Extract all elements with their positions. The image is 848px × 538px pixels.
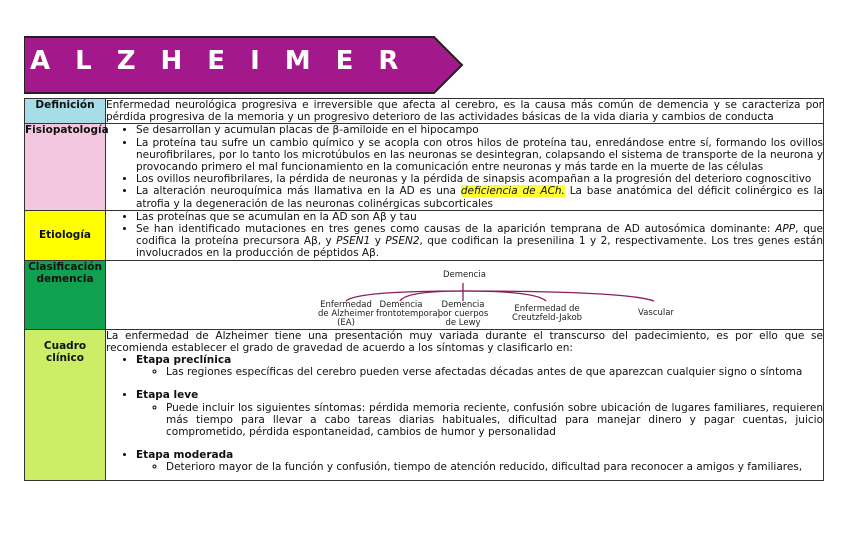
row-etiologia: [25, 210, 824, 260]
list-item: [136, 185, 823, 209]
stage-name: Etapa leve: [136, 389, 199, 402]
cuadro-intro: La enfermedad de Alzheimer tiene una presentación muy variada durante el transcurso del padecimiento, es por ello que se recomienda establecer el grado de gravedad de acuerdo a los síntomas y clasificarlo en:: [106, 329, 823, 354]
label-clasificacion: Clasificación demencia: [25, 260, 106, 329]
stages-list: [106, 354, 823, 474]
tree-node-vascular: Vascular: [638, 307, 674, 318]
stage-desc-list: [136, 366, 823, 378]
gene-name: APP: [775, 223, 796, 236]
dementia-tree-diagram: [106, 261, 823, 329]
label-cuadro: Cuadro clínico: [25, 329, 106, 480]
row-definicion: [25, 99, 824, 124]
etiologia-content: [106, 210, 824, 260]
row-cuadro: [25, 329, 824, 480]
tree-node-creutzfeld: Enfermedad de Creutzfeld-Jakob: [511, 303, 583, 323]
list-item: • Las proteínas que se acumulan en la AD son Aβ y tau: [136, 211, 823, 223]
list-item: • Los ovillos neurofibrilares, la pérdida de neuronas y la pérdida de sinapsis acompañan a la progresión del deterioro cognoscitivo: [136, 173, 823, 185]
item-text: y: [370, 235, 386, 248]
tree-node-frontotemporal: Demencia frontotemporal: [376, 299, 440, 319]
label-text: Etiología: [38, 229, 92, 242]
etiologia-list: [106, 211, 823, 260]
definicion-text: Enfermedad neurológica progresiva e irreversible que afecta al cerebro, es la causa más común de demencia y se caracteriza por pérdida progresiva de la memoria y un progresivo deterioro de las actividades básicas de la vida diaria y cambios de conducta: [106, 99, 823, 124]
gene-name: PSEN2: [385, 235, 420, 248]
item-text: Se han identificado mutaciones en tres genes como causas de la aparición temprana de AD autosómica dominante:: [136, 223, 776, 236]
stage-desc: ◦ Deterioro mayor de la función y confusión, tiempo de atención reducido, dificultad para reconocer a amigos y familiares,: [166, 461, 823, 473]
highlighted-text: deficiencia de ACh.: [460, 185, 565, 198]
row-fisiopatologia: [25, 124, 824, 210]
tree-node-ea: Enfermedad de Alzheimer (EA): [318, 299, 374, 328]
tree-root: Demencia: [443, 269, 486, 280]
stage-name: Etapa moderada: [136, 449, 234, 462]
label-fisiopatologia: Fisiopatología: [25, 124, 106, 210]
label-definicion: Definición: [25, 99, 106, 124]
stage-name: Etapa preclínica: [136, 354, 232, 367]
banner-title: ALZHEIMER: [30, 46, 424, 76]
stage-item: [136, 354, 823, 378]
stage-item: [136, 449, 823, 473]
title-banner: [24, 36, 464, 94]
item-text: La alteración neuroquímica más llamativa en la AD es una: [136, 185, 461, 198]
stage-desc-list: [136, 402, 823, 439]
fisiopatologia-list: [106, 124, 823, 209]
item-text: , que codifican la presenilina 1 y 2, respectivamente. Los tres genes están involucrados en la producción de péptidos Aβ.: [136, 235, 823, 260]
item-text: , que codifica la proteína precursora Aβ, y: [136, 223, 823, 248]
fisiopatologia-content: [106, 124, 824, 210]
tree-node-lewy: Demencia por cuerpos de Lewy: [437, 299, 489, 328]
clasificacion-content: [106, 260, 824, 329]
label-etiologia: [25, 210, 106, 260]
summary-table: [24, 98, 824, 481]
cuadro-content: [106, 329, 824, 480]
list-item: • Se desarrollan y acumulan placas de β-amiloide en el hipocampo: [136, 124, 823, 136]
stage-desc: ◦ Puede incluir los siguientes síntomas: pérdida memoria reciente, confusión sobre ubicación de lugares familiares, requieren más tiempo para llevar a cabo tareas diarias habituales, dificultad para manejar dinero y pagar cuentas, juicio comprometido, pérdida espontaneidad, cambios de humor y personalidad: [166, 402, 823, 439]
stage-item: [136, 389, 823, 438]
stage-desc-list: [136, 461, 823, 473]
gene-name: PSEN1: [336, 235, 371, 248]
list-item: [136, 223, 823, 260]
row-clasificacion: [25, 260, 824, 329]
stage-desc: ◦ Las regiones específicas del cerebro pueden verse afectadas décadas antes de que aparezcan cualquier signo o síntoma: [166, 366, 823, 378]
list-item: • La proteína tau sufre un cambio químico y se acopla con otros hilos de proteína tau, enredándose entre sí, formando los ovillos neurofibrilares, por lo tanto los microtúbulos en las neuronas se desintegran, colapsando el sistema de transporte de la neurona y provocando primero el mal funcionamiento en la comunicación entre neuronas y más tarde en la muerte de las células: [136, 137, 823, 174]
item-text: La base anatómica del déficit colinérgico es la atrofia y la degeneración de las neuronas colinérgicas subcorticales: [136, 185, 823, 210]
